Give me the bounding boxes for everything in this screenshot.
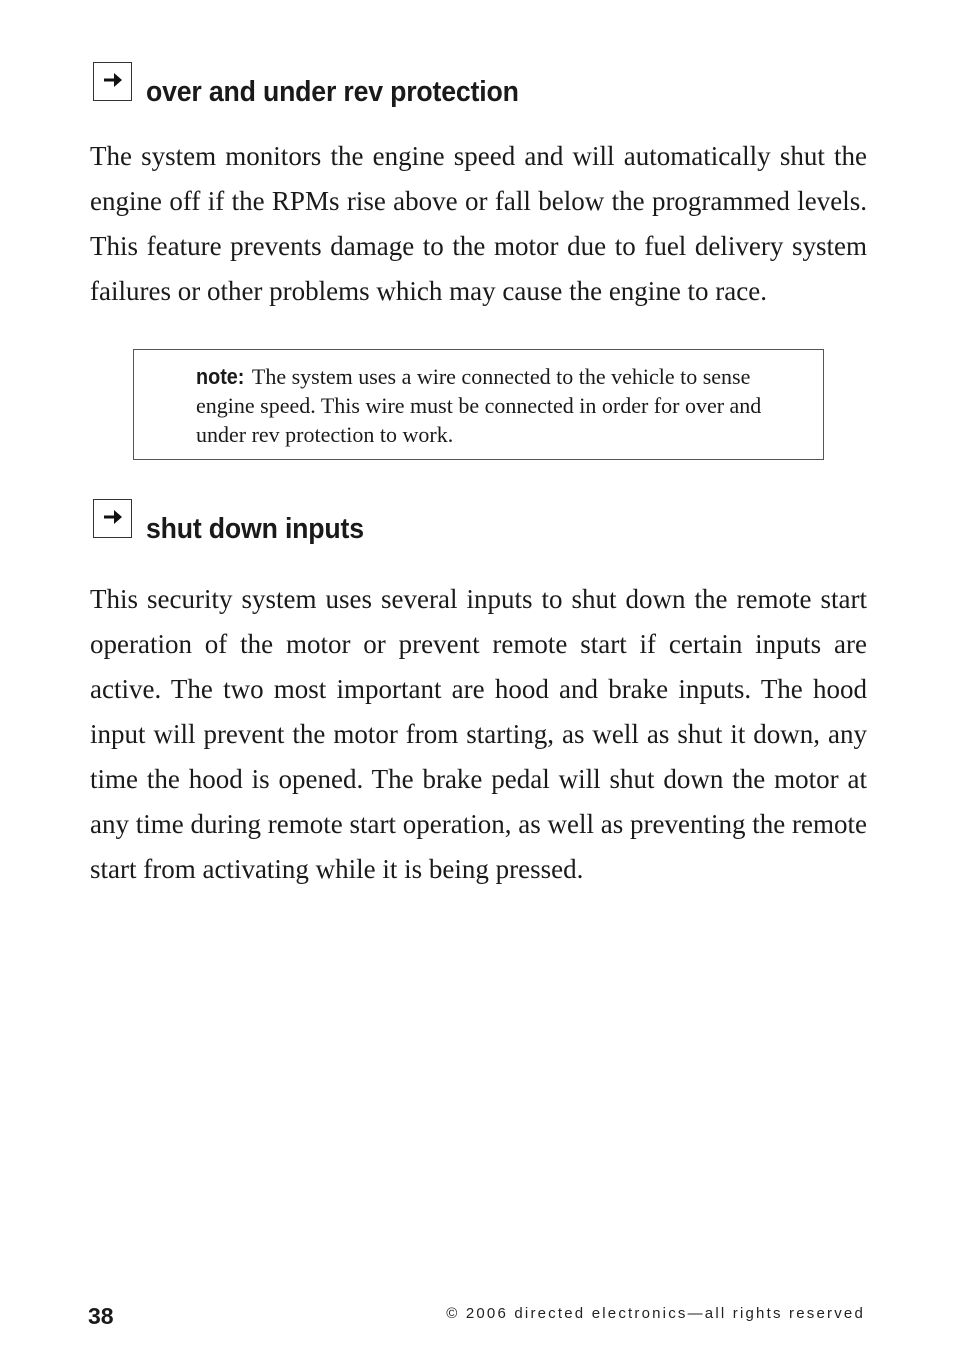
right-arrow-icon [93,62,132,101]
section-heading-shut-down-inputs [93,499,383,545]
section-paragraph: The system monitors the engine speed and will automatically shut the engine off if the RPMs rise above or fall below the programmed levels. This feature prevents damage to the motor due to fuel delivery system failures or other problems which may cause the engine to race. [90,141,867,306]
note-paragraph [196,362,776,449]
section-heading-rev-protection [93,62,551,108]
note-label: note: [196,364,245,389]
page-number: 38 [88,1303,114,1329]
copyright-footer: © 2006 directed electronics—all rights reserved [446,1305,865,1322]
right-arrow-icon [93,499,132,538]
section-title: shut down inputs [146,513,364,545]
section-title: over and under rev protection [146,76,519,108]
note-box [133,349,824,460]
note-text: The system uses a wire connected to the vehicle to sense engine speed. This wire must be connected in order for over and under rev protection to work. [196,364,762,447]
section-paragraph: This security system uses several inputs to shut down the remote start operation of the motor or prevent remote start if certain inputs are active. The two most important are hood and brake inputs. The hood input will prevent the motor from starting, as well as shut it down, any time the hood is opened. The brake pedal will shut down the motor at any time during remote start operation, as well as preventing the remote start from activating while it is being pressed. [90,584,867,884]
